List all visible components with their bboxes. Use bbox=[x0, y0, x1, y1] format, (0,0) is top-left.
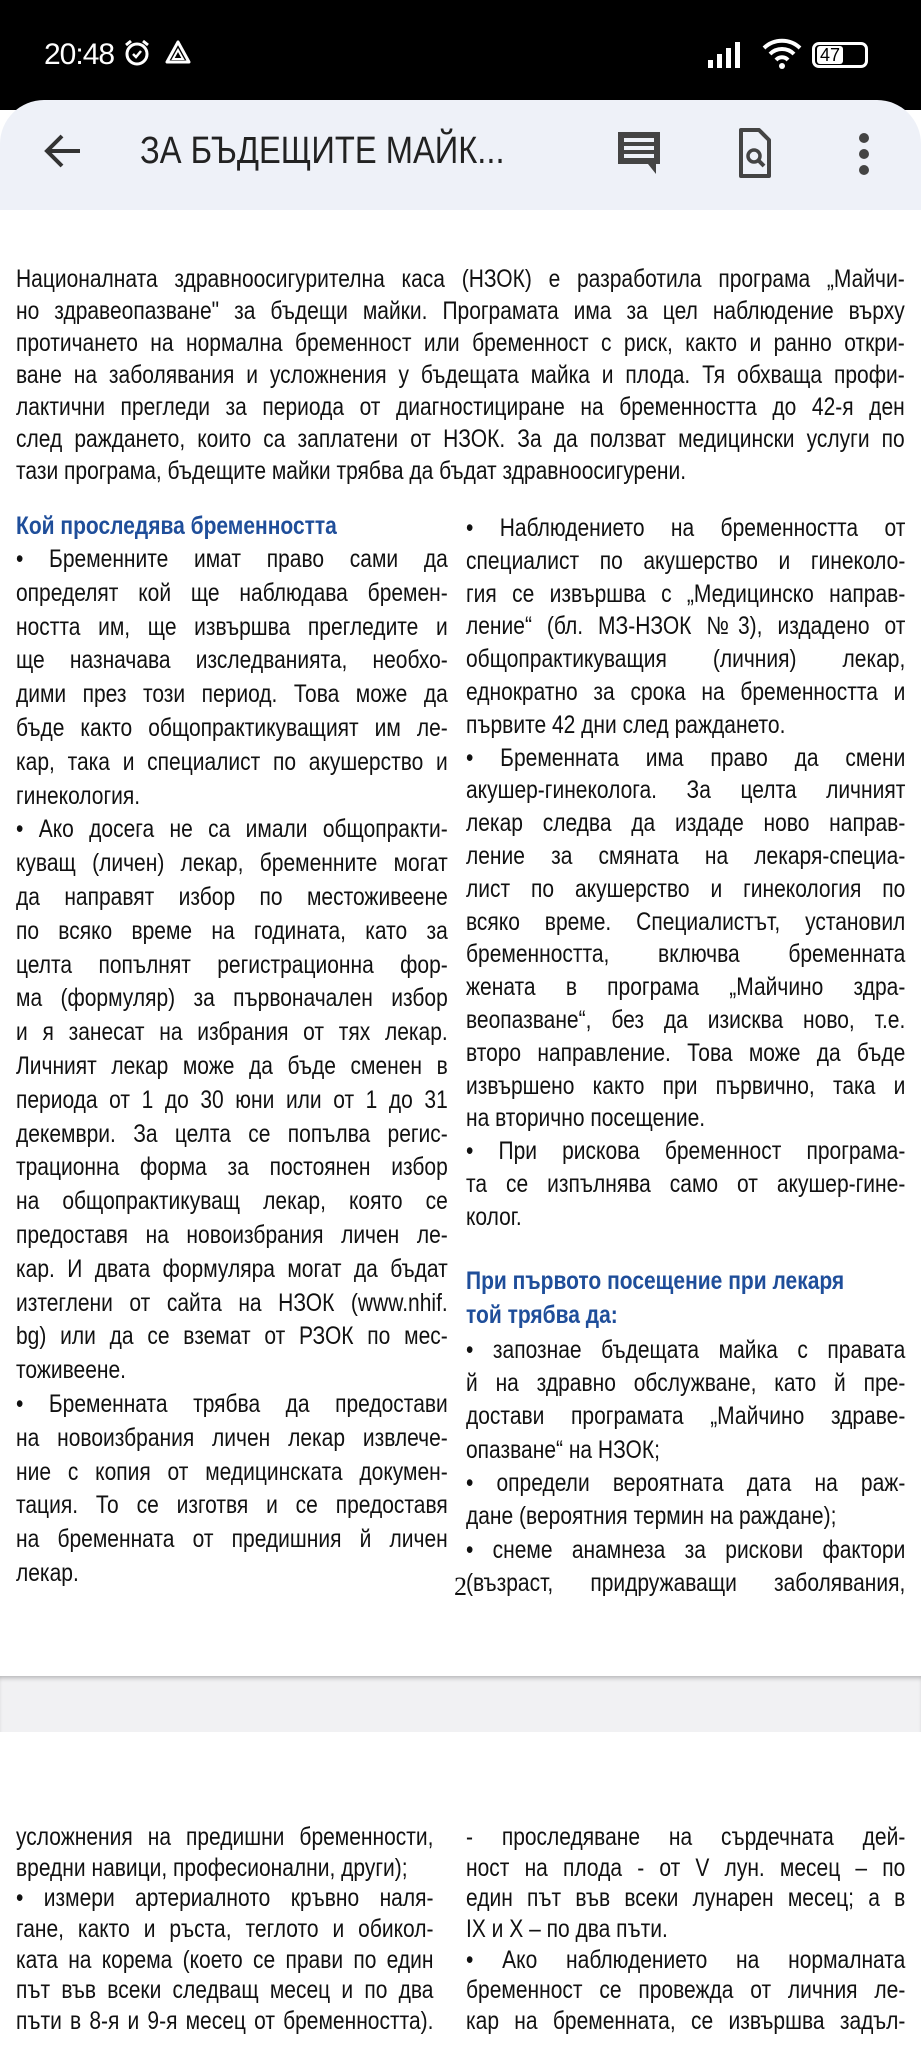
text-line: на общопрактикуващ лекар, която се bbox=[16, 1187, 448, 1216]
text-line: декември. За целта се попълва регис- bbox=[16, 1119, 448, 1148]
text-line: кар, така и специалист по акушерство и bbox=[16, 747, 448, 776]
page-3-left-column bbox=[16, 1822, 433, 2037]
text-line: гия се извършва с „Медицинско направ- bbox=[466, 579, 906, 608]
text-line: • снеме анамнеза за рискови фактори bbox=[466, 1535, 906, 1564]
text-line: IX и X – по два пъти. bbox=[466, 1915, 668, 1944]
text-line: дане (вероятния термин на раждане); bbox=[466, 1502, 837, 1531]
app-bar bbox=[0, 100, 921, 210]
paragraph bbox=[466, 742, 905, 1136]
text-line: по всяко време на годината, като за bbox=[16, 916, 448, 945]
text-line: лактични прегледи за периода от диагностициране на бременността до 42-я ден bbox=[16, 393, 905, 421]
text-line: та се изпълнява само от акушер-гине- bbox=[466, 1169, 906, 1198]
text-line: • Бременната има право да смени bbox=[466, 743, 906, 772]
text-line: куващ (личен) лекар, бременните могат bbox=[16, 849, 448, 878]
page-separator bbox=[0, 1676, 921, 1732]
text-line: второ направление. Това може да бъде bbox=[466, 1038, 906, 1067]
text-line: • Ако наблюдението на нормалната bbox=[466, 1945, 906, 1974]
text-line: кар на бременната, се извършва задъл- bbox=[466, 2007, 906, 2036]
right-column bbox=[466, 512, 905, 1601]
text-line: • Ако досега не са имали общопракти- bbox=[16, 815, 448, 844]
battery-icon bbox=[812, 42, 868, 68]
paragraph bbox=[466, 1467, 905, 1534]
text-line: извършено както при първично, така и bbox=[466, 1071, 906, 1100]
signal-icon bbox=[708, 40, 748, 73]
text-line: на бременната от предишния й личен bbox=[16, 1525, 448, 1554]
text-line: bg) или да се вземат от РЗОК по мес- bbox=[16, 1322, 448, 1351]
text-line: • Наблюдението на бременността от bbox=[466, 514, 906, 542]
paragraph bbox=[16, 1388, 448, 1591]
text-line: опазване“ на НЗОК; bbox=[466, 1435, 660, 1464]
paragraph bbox=[466, 1945, 905, 2037]
back-arrow-icon[interactable] bbox=[40, 128, 90, 178]
text-line: предоставя на новоизбрания личен ле- bbox=[16, 1220, 448, 1249]
text-line: жената в програма „Майчино здра- bbox=[466, 973, 906, 1002]
text-line: веопазване“, без да изисква ново, т.е. bbox=[466, 1005, 906, 1034]
text-line: гане, както и ръста, теглото и обикол- bbox=[16, 1915, 434, 1944]
text-line: ление“ (бл. МЗ-НЗОК №3), издадено от bbox=[466, 612, 906, 641]
more-options-icon[interactable] bbox=[836, 126, 892, 182]
paragraph bbox=[16, 813, 448, 1388]
text-line: • Бременната трябва да предостави bbox=[16, 1389, 448, 1418]
paragraph bbox=[466, 1822, 905, 1945]
text-line: ване на заболявания и усложнения у бъдещата майка и плода. Тя обхваща профи- bbox=[16, 361, 905, 389]
wifi-icon bbox=[762, 38, 802, 75]
paragraph bbox=[466, 1135, 905, 1233]
text-line: • определи вероятната дата на раж- bbox=[466, 1469, 906, 1498]
text-line: първите 42 дни след раждането. bbox=[466, 710, 786, 739]
text-line: ма (формуляр) за първоначален избор bbox=[16, 984, 448, 1013]
text-line: и я занесат на избрания от тях лекар. bbox=[16, 1018, 448, 1047]
text-line: всяко време. Специалистът, установил bbox=[466, 907, 906, 936]
text-line: тази програма, бъдещите майки трябва да бъдат здравноосигурени. bbox=[16, 457, 687, 485]
text-line: Националната здравноосигурителна каса (НЗОК) е разработила програма „Майчи- bbox=[16, 265, 905, 293]
alarm-icon bbox=[122, 38, 152, 73]
text-line: на новоизбрания личен лекар извлече- bbox=[16, 1423, 448, 1452]
find-in-document-icon[interactable] bbox=[727, 126, 783, 182]
text-line: Личният лекар може да бъде сменен в bbox=[16, 1051, 448, 1080]
text-line: да направят избор по местоживеене bbox=[16, 882, 448, 911]
text-line: • измери артериалното кръвно наля- bbox=[16, 1884, 434, 1913]
text-line: дими през този период. Това може да bbox=[16, 680, 448, 709]
text-line: ността им, ще извършва прегледите и bbox=[16, 612, 448, 641]
section-heading: Кой проследява бременността bbox=[16, 512, 337, 540]
paragraph bbox=[16, 543, 448, 813]
text-line: (възраст, придружаващи заболявания, bbox=[466, 1569, 906, 1598]
text-line: бременността, включва бременната bbox=[466, 940, 906, 969]
text-line: ление за смяната на лекаря-специа- bbox=[466, 841, 906, 870]
text-line: кар. И двата формуляра могат да бъдат bbox=[16, 1254, 448, 1283]
status-time: 20:48 bbox=[44, 38, 115, 71]
section-heading: той трябва да: bbox=[466, 1300, 618, 1329]
section-heading: При първото посещение при лекаря bbox=[466, 1266, 845, 1295]
text-line: лист по акушерство и гинекология по bbox=[466, 874, 906, 903]
text-line: път във всеки следващ месец и по два bbox=[16, 1976, 434, 2005]
text-line: но здравеопазване" за бъдещи майки. Програмата има за цел наблюдение върху bbox=[16, 297, 905, 325]
text-line: й на здравно обслужване, като й пре- bbox=[466, 1368, 906, 1397]
text-line: ще назначава изследванията, необхо- bbox=[16, 646, 448, 675]
text-line: специалист по акушерство и гинеколо- bbox=[466, 546, 906, 575]
text-line: пъти в 8-я и 9-я месец от бременността). bbox=[16, 2007, 434, 2036]
text-line: акушер-гинеколога. За целта личният bbox=[466, 776, 906, 805]
text-line: протичането на нормална бременност или бременност с риск, както и ранно откри- bbox=[16, 329, 905, 357]
text-line: еднократно за срока на бременността и bbox=[466, 677, 906, 706]
text-line: бъде както общопрактикуващият им ле- bbox=[16, 713, 448, 742]
text-line: достави програмата „Майчино здраве- bbox=[466, 1402, 906, 1431]
text-line: вредни навици, професионални, други); bbox=[16, 1853, 408, 1882]
page-number: 2 bbox=[454, 1572, 467, 1601]
battery-level: 47 bbox=[817, 46, 843, 64]
text-line: • При рискова бременност програма- bbox=[466, 1137, 906, 1166]
paragraph bbox=[466, 512, 905, 742]
page-3-right-column bbox=[466, 1822, 905, 2037]
drive-icon bbox=[164, 38, 192, 73]
text-line: колог. bbox=[466, 1202, 522, 1231]
text-line: целта попълнят регистрационна фор- bbox=[16, 950, 448, 979]
text-line: ката на корема (което се прави по един bbox=[16, 1945, 434, 1974]
text-line: лекар. bbox=[16, 1558, 79, 1587]
text-line: гинекология. bbox=[16, 781, 141, 810]
text-line: един път във всеки лунарен месец; а в bbox=[466, 1884, 906, 1913]
text-line: на вторично посещение. bbox=[466, 1104, 706, 1133]
text-line: лекар следва да издаде ново направ- bbox=[466, 809, 906, 838]
paragraph bbox=[466, 1334, 905, 1468]
text-line: ност на плода - от V лун. месец – по bbox=[466, 1853, 906, 1882]
text-line: след раждането, които са заплатени от НЗОК. За да ползват медицински услуги по bbox=[16, 425, 905, 453]
text-line: ние с копия от медицинската докумен- bbox=[16, 1457, 448, 1486]
status-bar bbox=[0, 0, 921, 110]
text-line: общопрактикуващия (личния) лекар, bbox=[466, 645, 906, 674]
document-title: ЗА БЪДЕЩИТЕ МАЙК... bbox=[140, 130, 505, 172]
text-line: усложнения на предишни бременности, bbox=[16, 1823, 434, 1851]
text-line: бременност се провежда от личния ле- bbox=[466, 1976, 906, 2005]
paragraph bbox=[16, 1883, 433, 2036]
intro-text bbox=[16, 263, 905, 487]
comments-icon[interactable] bbox=[612, 126, 668, 182]
left-column bbox=[16, 509, 448, 1591]
paragraph bbox=[16, 1822, 433, 1883]
text-line: тация. То се изготвя и се предоставя bbox=[16, 1491, 448, 1520]
text-line: периода от 1 до 30 юни или от 1 до 31 bbox=[16, 1085, 448, 1114]
text-line: изтеглени от сайта на НЗОК (www.nhif. bbox=[16, 1288, 448, 1317]
text-line: тоживеене. bbox=[16, 1356, 127, 1385]
text-line: • Бременните имат право сами да bbox=[16, 545, 448, 573]
text-line: - проследяване на сърдечната дей- bbox=[466, 1823, 906, 1851]
text-line: трационна форма за постоянен избор bbox=[16, 1153, 448, 1182]
paragraph bbox=[16, 263, 905, 487]
text-line: • запознае бъдещата майка с правата bbox=[466, 1335, 906, 1364]
text-line: определят кой ще наблюдава бремен- bbox=[16, 578, 448, 607]
